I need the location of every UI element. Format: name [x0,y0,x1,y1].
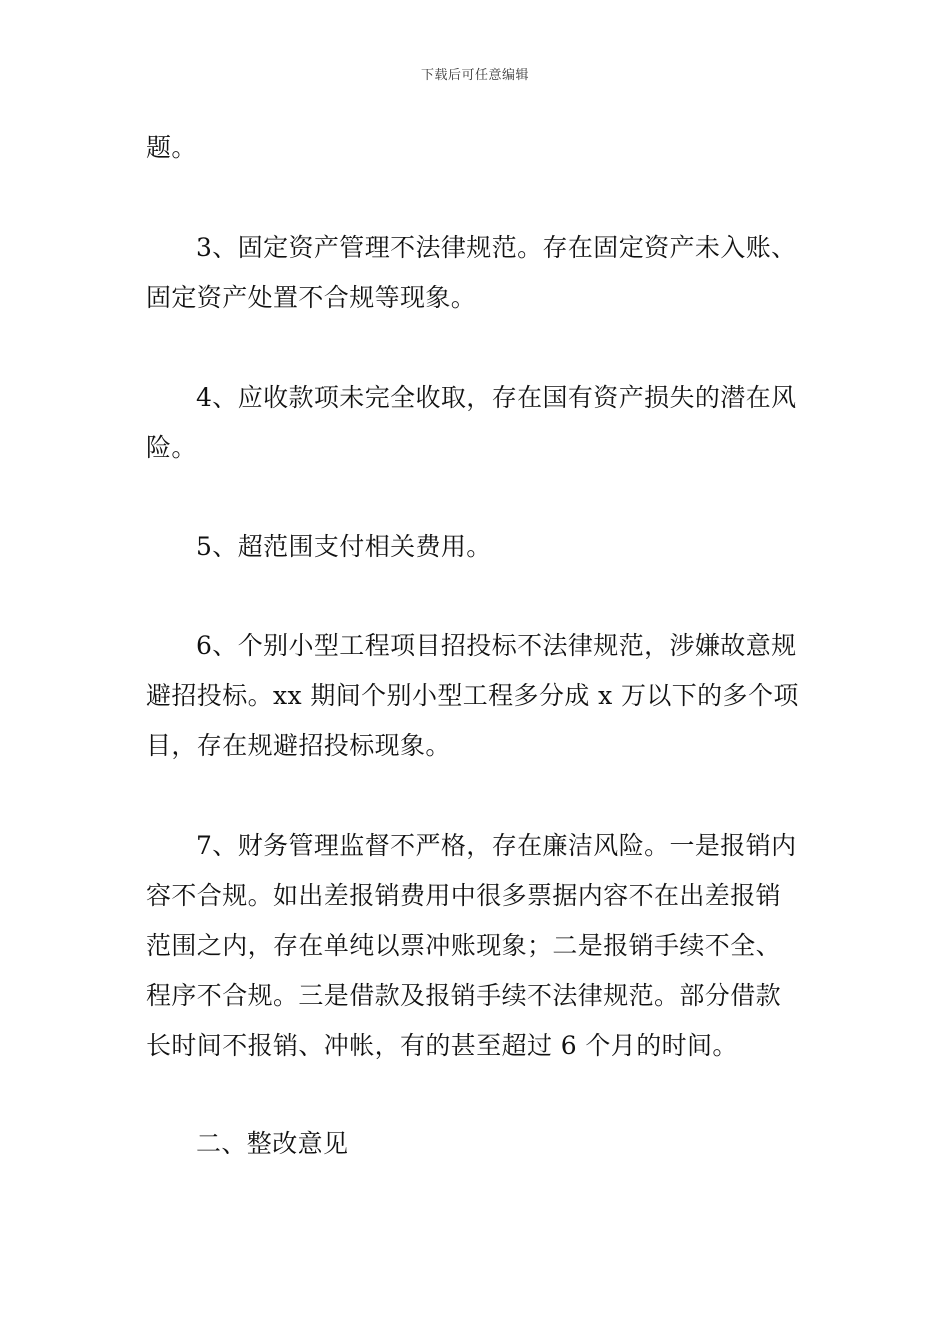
body-line: 题。 [146,133,197,162]
body-line: 7、财务管理监督不严格，存在廉洁风险。一是报销内 [196,831,797,860]
body-line: 长时间不报销、冲帐，有的甚至超过 6 个月的时间。 [146,1031,738,1060]
body-line: 固定资产处置不合规等现象。 [146,283,477,312]
page-header: 下载后可任意编辑 [420,68,529,83]
body-line: 程序不合规。三是借款及报销手续不法律规范。部分借款 [146,981,782,1010]
body-line: 险。 [146,433,197,462]
body-line: 5、超范围支付相关费用。 [196,532,492,561]
body-line: 目，存在规避招投标现象。 [146,731,451,760]
body-line: 范围之内，存在单纯以票冲账现象；二是报销手续不全、 [146,931,782,960]
body-line: 6、个别小型工程项目招投标不法律规范，涉嫌故意规 [196,631,797,660]
section-heading: 二、整改意见 [196,1129,349,1158]
body-line: 4、应收款项未完全收取，存在国有资产损失的潜在风 [196,383,797,412]
body-line: 避招投标。xx 期间个别小型工程多分成 x 万以下的多个项 [146,681,799,710]
body-line: 3、固定资产管理不法律规范。存在固定资产未入账、 [196,233,797,262]
body-line: 容不合规。如出差报销费用中很多票据内容不在出差报销 [146,881,782,910]
